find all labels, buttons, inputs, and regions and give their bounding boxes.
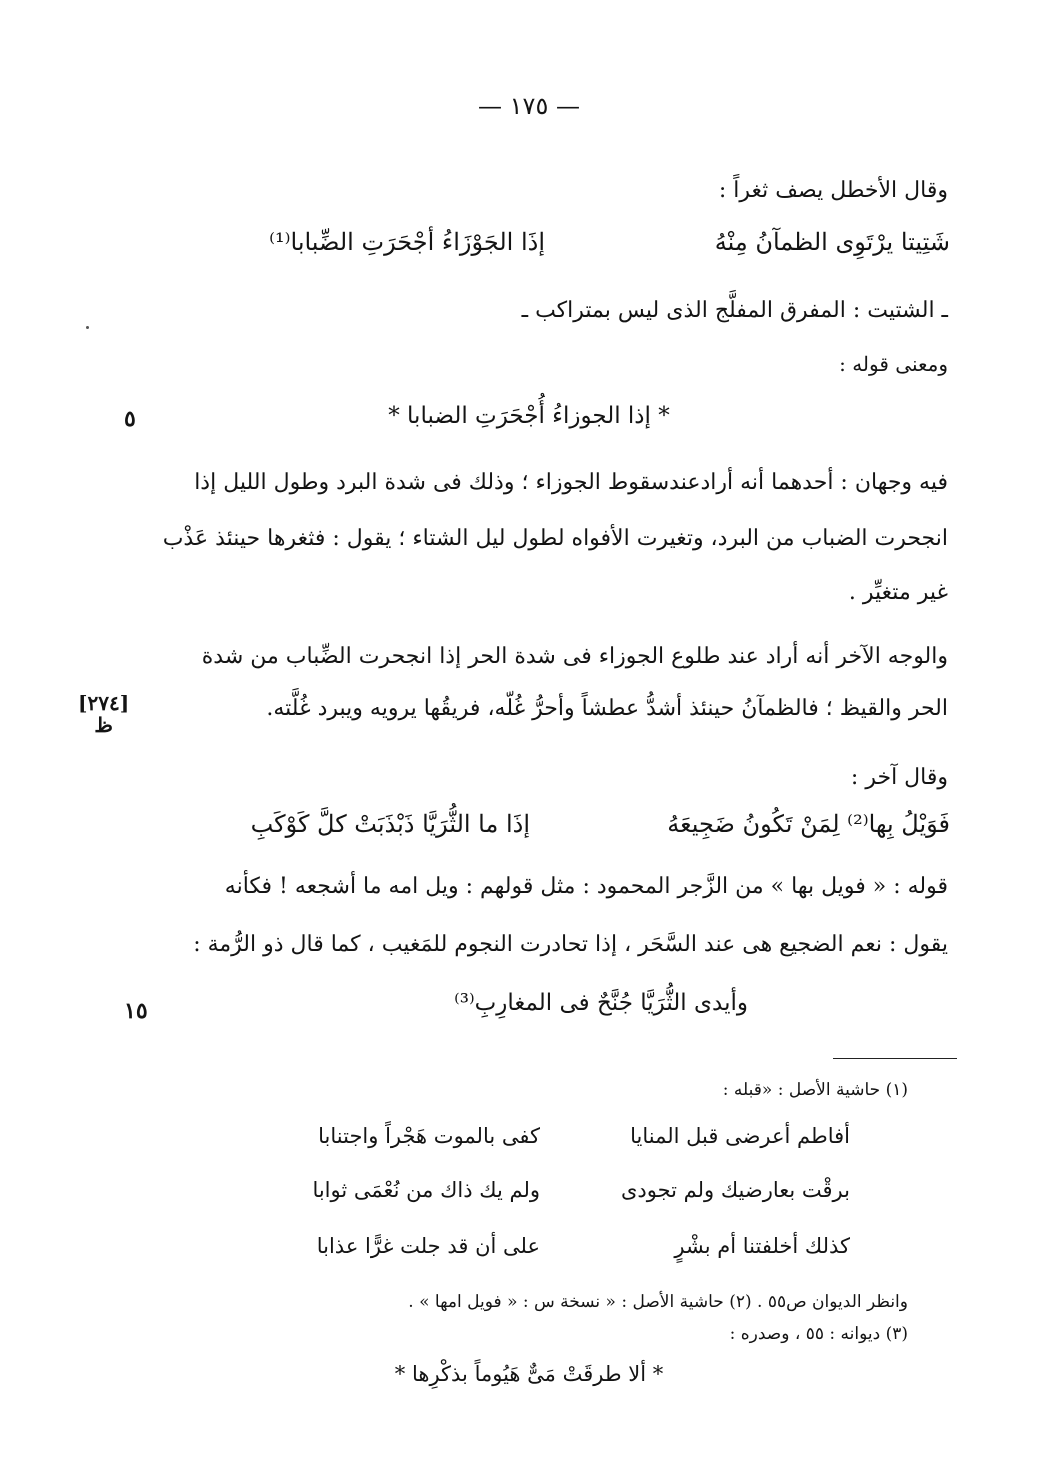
footnote-verse-1-a: أفاطم أعرضى قبل المنايا	[630, 1124, 850, 1148]
footnote-separator	[833, 1058, 957, 1059]
footnote-verse-2-b: ولم يك ذاك من نُعْمَى ثوابا	[312, 1178, 540, 1202]
paragraph-3-line-2: يقول : نعم الضجيع هى عند السَّحَر ، إذا تحادرت النجوم للمَغيب ، كما قال ذو الرُّمة :	[193, 932, 948, 957]
margin-reference	[78, 692, 129, 736]
footnote-1-intro: (١) حاشية الأصل : «قبله :	[722, 1080, 908, 1100]
intro-line-3: وقال آخر :	[850, 765, 948, 790]
footnote-3-quote: * ألا طرقَتْ مَىٌّ هَيُوماً بذكْرِها *	[394, 1362, 664, 1386]
paragraph-1-line-3: غير متغيِّر .	[848, 580, 948, 605]
footnote-verse-3	[230, 1234, 850, 1266]
footnote-verse-2	[230, 1178, 850, 1210]
scan-speck	[86, 326, 89, 329]
page-number: — ١٧٥ —	[478, 92, 580, 120]
intro-line-2: ومعنى قوله :	[839, 352, 948, 376]
verse-2-hemistich-b: إذَا ما الثُّرَيَّا ذَبْذَبَتْ كلَّ كَوْكَبِ	[250, 810, 530, 838]
paragraph-1-line-1: فيه وجهان : أحدهما أنه أرادعندسقوط الجوزاء ؛ وذلك فى شدة البرد وطول الليل إذا	[194, 470, 948, 495]
verse-2	[110, 810, 950, 844]
footnote-verse-3-a: كذلك أخلفتنا أم بشْرٍ	[674, 1234, 850, 1258]
footnote-verse-3-b: على أن قد جلت غرًّا عذابا	[316, 1234, 540, 1258]
footnote-verse-1	[230, 1124, 850, 1156]
footnote-1-ref-and-footnote-2: وانظر الديوان ص٥٥ . (٢) حاشية الأصل : « نسخة س : « فويل امها » .	[408, 1292, 908, 1312]
quoted-hemistich-1: * إذا الجوزاءُ أُجْحَرَتِ الضبابا *	[388, 403, 670, 429]
bracket-page-ref: [٢٧٤]	[78, 691, 130, 715]
footnote-3: (٣) ديوانه : ٥٥ ، وصدره :	[729, 1324, 908, 1344]
footnote-verse-2-a: برقْت بعارضيك ولم تجودى	[620, 1178, 850, 1202]
paragraph-2-line-2: الحر والقيظ ؛ فالظمآنُ حينئذ أشدُّ عطشاً وأحرُّ غُلّه، فريقُها يرويه ويبرد غُلَّته.	[266, 696, 948, 721]
gloss-line: ـ الشتيت : المفرق المفلَّج الذى ليس بمتراكب ـ	[521, 298, 948, 323]
verse-1-hemistich-a: شَتِيتا يرْتَوِى الظمآنُ مِنْهُ	[714, 228, 950, 256]
verse-1-hemistich-b: إذَا الجَوْزَاءُ أجْحَرَتِ الضِّبابا⁽¹⁾	[269, 228, 545, 256]
paragraph-2-line-1: والوجه الآخر أنه أراد عند طلوع الجوزاء فى شدة الحر إذا انجحرت الضِّباب من شدة	[201, 644, 948, 669]
paragraph-1-line-2: انجحرت الضباب من البرد، وتغيرت الأفواه لطول ليل الشتاء ؛ يقول : فثغرها حينئذ عَذْب	[162, 526, 948, 551]
verse-2-hemistich-a: فَوَيْلُ بِها⁽²⁾ لِمَنْ تَكُونُ ضَجِيعَهُ	[667, 810, 950, 838]
quoted-hemistich-2: وأيدى الثُّرَيَّا جُنَّحٌ فى المغارِبِ⁽³⁾	[454, 990, 748, 1016]
paragraph-3-line-1: قوله : « فويل بها » من الزَّجر المحمود : مثل قولهم : ويل امه ما أشجعه ! فكأنه	[224, 874, 948, 899]
intro-line-1: وقال الأخطل يصف ثغراً :	[718, 178, 948, 203]
line-number-15: ١٥	[124, 998, 148, 1024]
line-number-5: ٥	[124, 406, 136, 432]
manuscript-sigil: ظ	[94, 713, 113, 737]
verse-1	[110, 228, 950, 262]
footnote-verse-1-b: كفى بالموت هَجْراً واجتنابا	[318, 1124, 540, 1148]
